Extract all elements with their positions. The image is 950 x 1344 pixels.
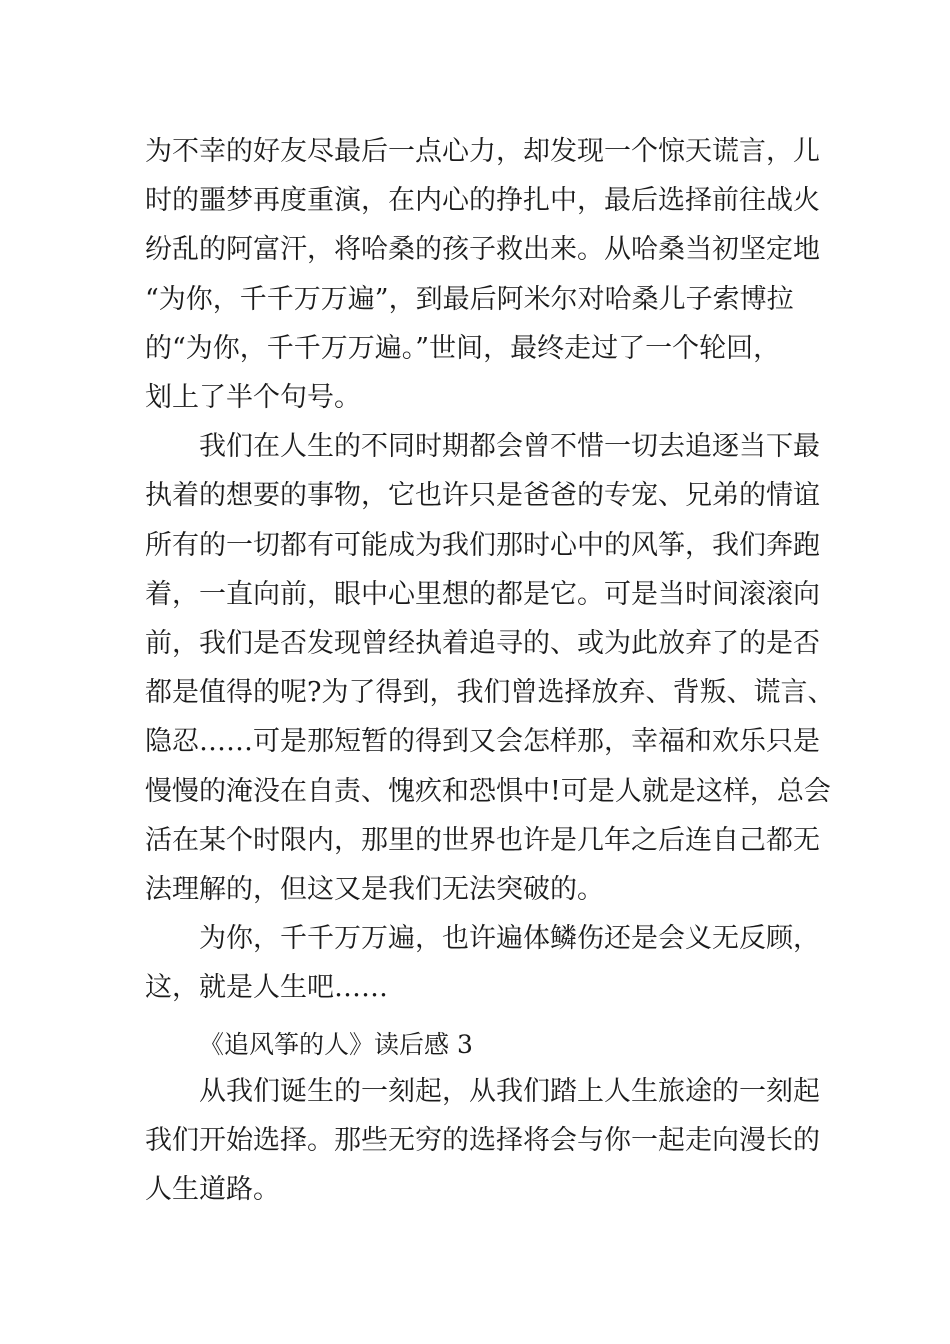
paragraph-4-line-2: 我们开始选择。那些无穷的选择将会与你一起走向漫长的	[145, 1125, 820, 1156]
paragraph-2-line-8: 慢慢的淹没在自责、愧疚和恐惧中!可是人就是这样，总会	[145, 776, 831, 807]
paragraph-2-line-1: 我们在人生的不同时期都会曾不惜一切去追逐当下最	[199, 431, 820, 462]
section-heading: 《追风筝的人》读后感 3	[199, 1030, 473, 1059]
paragraph-2-line-2: 执着的想要的事物，它也许只是爸爸的专宠、兄弟的情谊	[145, 480, 820, 511]
paragraph-2-line-7: 隐忍……可是那短暂的得到又会怎样那，幸福和欢乐只是	[145, 726, 820, 757]
paragraph-2-line-4: 着，一直向前，眼中心里想的都是它。可是当时间滚滚向	[145, 579, 820, 610]
paragraph-2-line-10: 法理解的，但这又是我们无法突破的。	[145, 874, 604, 905]
paragraph-3-line-2: 这，就是人生吧……	[145, 972, 388, 1003]
paragraph-3-line-1: 为你，千千万万遍，也许遍体鳞伤还是会义无反顾，	[199, 923, 820, 954]
paragraph-1-line-3: 纷乱的阿富汗，将哈桑的孩子救出来。从哈桑当初坚定地	[145, 234, 820, 265]
paragraph-2-line-3: 所有的一切都有可能成为我们那时心中的风筝，我们奔跑	[145, 530, 820, 561]
paragraph-1-line-4: “为你，千千万万遍”，到最后阿米尔对哈桑儿子索博拉	[145, 284, 794, 315]
paragraph-4-line-1: 从我们诞生的一刻起，从我们踏上人生旅途的一刻起	[199, 1076, 820, 1107]
paragraph-2-line-5: 前，我们是否发现曾经执着追寻的、或为此放弃了的是否	[145, 628, 820, 659]
paragraph-1-line-1: 为不幸的好友尽最后一点心力，却发现一个惊天谎言，儿	[145, 136, 820, 167]
paragraph-2-line-6: 都是值得的呢?为了得到，我们曾选择放弃、背叛、谎言、	[145, 677, 835, 708]
paragraph-4-line-3: 人生道路。	[145, 1174, 280, 1205]
paragraph-1-line-5: 的“为你，千千万万遍。”世间，最终走过了一个轮回，	[145, 333, 781, 364]
paragraph-1-line-2: 时的噩梦再度重演，在内心的挣扎中，最后选择前往战火	[145, 185, 820, 216]
paragraph-2-line-9: 活在某个时限内，那里的世界也许是几年之后连自己都无	[145, 825, 820, 856]
paragraph-1-line-6: 划上了半个句号。	[145, 382, 361, 413]
